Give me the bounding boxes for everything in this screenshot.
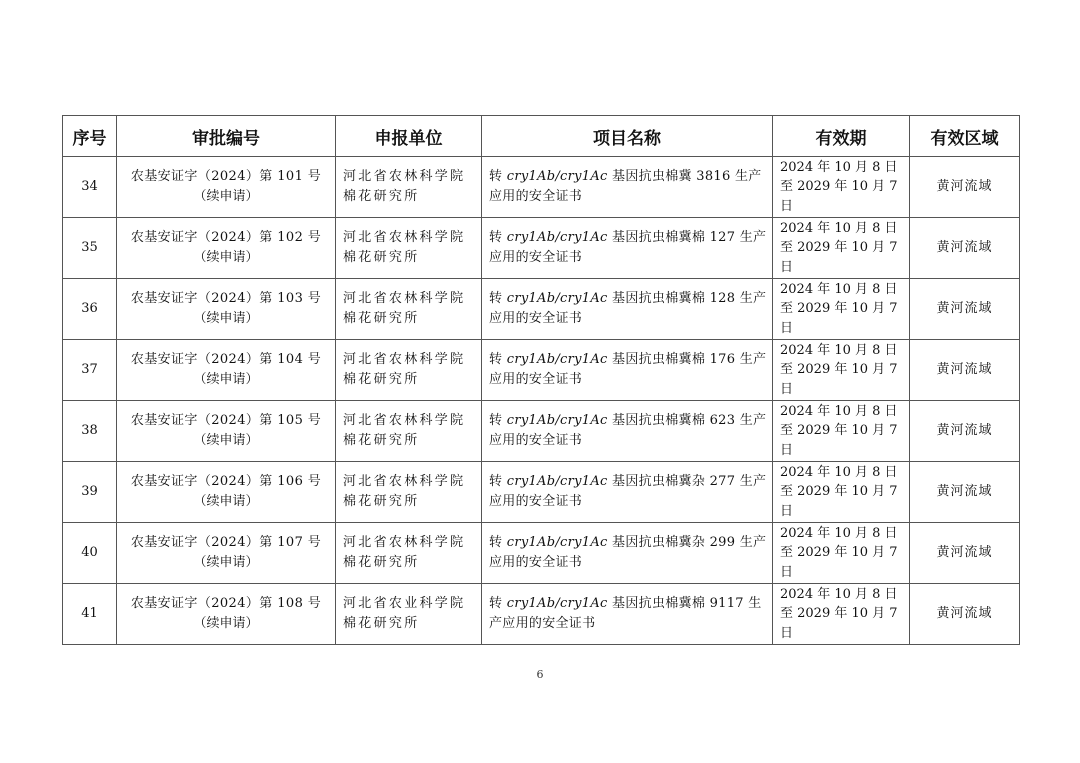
cell-approval-no	[117, 218, 336, 279]
validity-start: 2024 年 10 月 8 日	[780, 342, 898, 358]
project-line-2: 应用的安全证书	[489, 555, 583, 570]
approval-number: 农基安证字（2024）第 101 号	[130, 169, 322, 184]
cell-approval-no	[117, 340, 336, 401]
cell-approval-no	[117, 523, 336, 584]
project-line1-rest: 基因抗虫棉冀杂 277 生产	[607, 474, 767, 489]
project-prefix: 转	[489, 474, 507, 489]
cell-seq: 37	[63, 340, 117, 401]
approval-number: 农基安证字（2024）第 104 号	[130, 352, 322, 367]
cell-approval-no	[117, 157, 336, 218]
cell-region: 黄河流域	[910, 401, 1020, 462]
approval-note: （续申请）	[193, 616, 259, 631]
cell-validity	[773, 157, 910, 218]
cell-applicant	[336, 157, 482, 218]
approval-number: 农基安证字（2024）第 102 号	[130, 230, 322, 245]
validity-end: 至 2029 年 10 月 7	[780, 484, 898, 500]
header-region: 有效区域	[910, 116, 1020, 157]
table-row	[63, 523, 1020, 584]
project-line-2: 应用的安全证书	[489, 189, 583, 204]
applicant-institute: 河北省农林科学院	[343, 169, 466, 184]
validity-end-suffix: 日	[780, 259, 794, 275]
project-line1-rest: 基因抗虫棉冀棉 623 生产	[607, 413, 767, 428]
cell-project	[482, 340, 773, 401]
validity-end: 至 2029 年 10 月 7	[780, 423, 898, 439]
cell-region: 黄河流域	[910, 218, 1020, 279]
project-gene-name: cry1Ab/cry1Ac	[506, 535, 608, 550]
approval-number: 农基安证字（2024）第 103 号	[130, 291, 322, 306]
validity-end-suffix: 日	[780, 381, 794, 397]
cell-validity	[773, 462, 910, 523]
validity-start: 2024 年 10 月 8 日	[780, 159, 898, 175]
validity-start: 2024 年 10 月 8 日	[780, 464, 898, 480]
header-applicant: 申报单位	[336, 116, 482, 157]
approval-note: （续申请）	[193, 494, 259, 509]
cell-applicant	[336, 279, 482, 340]
cell-approval-no	[117, 584, 336, 645]
validity-end: 至 2029 年 10 月 7	[780, 545, 898, 561]
cell-validity	[773, 401, 910, 462]
project-prefix: 转	[489, 596, 507, 611]
table-row	[63, 218, 1020, 279]
project-gene-name: cry1Ab/cry1Ac	[506, 169, 608, 184]
project-line-1	[489, 289, 768, 309]
cell-approval-no	[117, 462, 336, 523]
validity-start: 2024 年 10 月 8 日	[780, 586, 898, 602]
applicant-institute: 河北省农林科学院	[343, 352, 466, 367]
cell-validity	[773, 279, 910, 340]
validity-end-suffix: 日	[780, 442, 794, 458]
cell-region: 黄河流域	[910, 584, 1020, 645]
cell-seq: 36	[63, 279, 117, 340]
cell-region: 黄河流域	[910, 157, 1020, 218]
table-row	[63, 584, 1020, 645]
project-line-1	[489, 228, 768, 248]
cell-validity	[773, 340, 910, 401]
cell-validity	[773, 523, 910, 584]
header-project: 项目名称	[482, 116, 773, 157]
header-validity: 有效期	[773, 116, 910, 157]
cell-approval-no	[117, 279, 336, 340]
validity-start: 2024 年 10 月 8 日	[780, 220, 898, 236]
cell-region: 黄河流域	[910, 279, 1020, 340]
safety-certificate-table	[62, 115, 1020, 645]
applicant-institute: 河北省农林科学院	[343, 413, 466, 428]
cell-applicant	[336, 462, 482, 523]
validity-start: 2024 年 10 月 8 日	[780, 525, 898, 541]
project-prefix: 转	[489, 291, 507, 306]
cell-approval-no	[117, 401, 336, 462]
project-line-1	[489, 594, 768, 614]
applicant-institute: 河北省农林科学院	[343, 535, 466, 550]
table-body	[63, 157, 1020, 645]
table-row	[63, 462, 1020, 523]
cell-applicant	[336, 584, 482, 645]
validity-end: 至 2029 年 10 月 7	[780, 606, 898, 622]
validity-start: 2024 年 10 月 8 日	[780, 403, 898, 419]
table-row	[63, 401, 1020, 462]
approval-number: 农基安证字（2024）第 105 号	[130, 413, 322, 428]
project-line1-rest: 基因抗虫棉冀棉 9117 生	[607, 596, 762, 611]
applicant-department: 棉花研究所	[343, 433, 420, 448]
cell-applicant	[336, 401, 482, 462]
applicant-department: 棉花研究所	[343, 311, 420, 326]
project-line-1	[489, 533, 768, 553]
validity-end-suffix: 日	[780, 503, 794, 519]
project-line1-rest: 基因抗虫棉冀棉 127 生产	[607, 230, 767, 245]
approval-note: （续申请）	[193, 372, 259, 387]
cell-project	[482, 584, 773, 645]
approval-note: （续申请）	[193, 189, 259, 204]
cell-seq: 34	[63, 157, 117, 218]
validity-end-suffix: 日	[780, 198, 794, 214]
cell-project	[482, 523, 773, 584]
project-gene-name: cry1Ab/cry1Ac	[506, 352, 608, 367]
table-row	[63, 279, 1020, 340]
project-gene-name: cry1Ab/cry1Ac	[506, 230, 608, 245]
project-line-1	[489, 411, 768, 431]
validity-end: 至 2029 年 10 月 7	[780, 301, 898, 317]
applicant-department: 棉花研究所	[343, 494, 420, 509]
cell-seq: 39	[63, 462, 117, 523]
cell-seq: 40	[63, 523, 117, 584]
header-seq: 序号	[63, 116, 117, 157]
project-line1-rest: 基因抗虫棉冀 3816 生产	[607, 169, 762, 184]
table-row	[63, 157, 1020, 218]
cell-seq: 35	[63, 218, 117, 279]
project-line-2: 产应用的安全证书	[489, 616, 596, 631]
cell-validity	[773, 218, 910, 279]
project-prefix: 转	[489, 230, 507, 245]
approval-note: （续申请）	[193, 311, 259, 326]
applicant-institute: 河北省农林科学院	[343, 230, 466, 245]
project-prefix: 转	[489, 535, 507, 550]
validity-end: 至 2029 年 10 月 7	[780, 179, 898, 195]
applicant-institute: 河北省农业科学院	[343, 596, 466, 611]
cell-region: 黄河流域	[910, 462, 1020, 523]
cell-applicant	[336, 523, 482, 584]
project-gene-name: cry1Ab/cry1Ac	[506, 291, 608, 306]
validity-end: 至 2029 年 10 月 7	[780, 362, 898, 378]
project-line-1	[489, 472, 768, 492]
project-line-2: 应用的安全证书	[489, 250, 583, 265]
project-line-2: 应用的安全证书	[489, 433, 583, 448]
applicant-department: 棉花研究所	[343, 250, 420, 265]
project-line-1	[489, 167, 768, 187]
applicant-institute: 河北省农林科学院	[343, 474, 466, 489]
cell-seq: 38	[63, 401, 117, 462]
cell-project	[482, 157, 773, 218]
project-gene-name: cry1Ab/cry1Ac	[506, 596, 608, 611]
approval-note: （续申请）	[193, 433, 259, 448]
validity-end: 至 2029 年 10 月 7	[780, 240, 898, 256]
project-line-2: 应用的安全证书	[489, 494, 583, 509]
project-prefix: 转	[489, 352, 507, 367]
table-header-row	[63, 116, 1020, 157]
cell-project	[482, 462, 773, 523]
project-line-1	[489, 350, 768, 370]
validity-end-suffix: 日	[780, 564, 794, 580]
approval-number: 农基安证字（2024）第 107 号	[130, 535, 322, 550]
project-gene-name: cry1Ab/cry1Ac	[506, 413, 608, 428]
cell-project	[482, 401, 773, 462]
cell-region: 黄河流域	[910, 523, 1020, 584]
cell-project	[482, 218, 773, 279]
project-line1-rest: 基因抗虫棉冀棉 176 生产	[607, 352, 767, 367]
page-number: 6	[536, 668, 544, 681]
validity-end-suffix: 日	[780, 320, 794, 336]
project-prefix: 转	[489, 413, 507, 428]
table-row	[63, 340, 1020, 401]
applicant-institute: 河北省农林科学院	[343, 291, 466, 306]
cell-applicant	[336, 218, 482, 279]
applicant-department: 棉花研究所	[343, 372, 420, 387]
approval-note: （续申请）	[193, 250, 259, 265]
approval-note: （续申请）	[193, 555, 259, 570]
project-gene-name: cry1Ab/cry1Ac	[506, 474, 608, 489]
approval-number: 农基安证字（2024）第 106 号	[130, 474, 322, 489]
applicant-department: 棉花研究所	[343, 616, 420, 631]
header-approval-no: 审批编号	[117, 116, 336, 157]
approval-number: 农基安证字（2024）第 108 号	[130, 596, 322, 611]
project-line1-rest: 基因抗虫棉冀棉 128 生产	[607, 291, 767, 306]
applicant-department: 棉花研究所	[343, 555, 420, 570]
applicant-department: 棉花研究所	[343, 189, 420, 204]
project-line-2: 应用的安全证书	[489, 372, 583, 387]
project-prefix: 转	[489, 169, 507, 184]
cell-project	[482, 279, 773, 340]
validity-end-suffix: 日	[780, 625, 794, 641]
project-line-2: 应用的安全证书	[489, 311, 583, 326]
project-line1-rest: 基因抗虫棉冀杂 299 生产	[607, 535, 767, 550]
cell-validity	[773, 584, 910, 645]
cell-region: 黄河流域	[910, 340, 1020, 401]
cell-applicant	[336, 340, 482, 401]
validity-start: 2024 年 10 月 8 日	[780, 281, 898, 297]
cell-seq: 41	[63, 584, 117, 645]
